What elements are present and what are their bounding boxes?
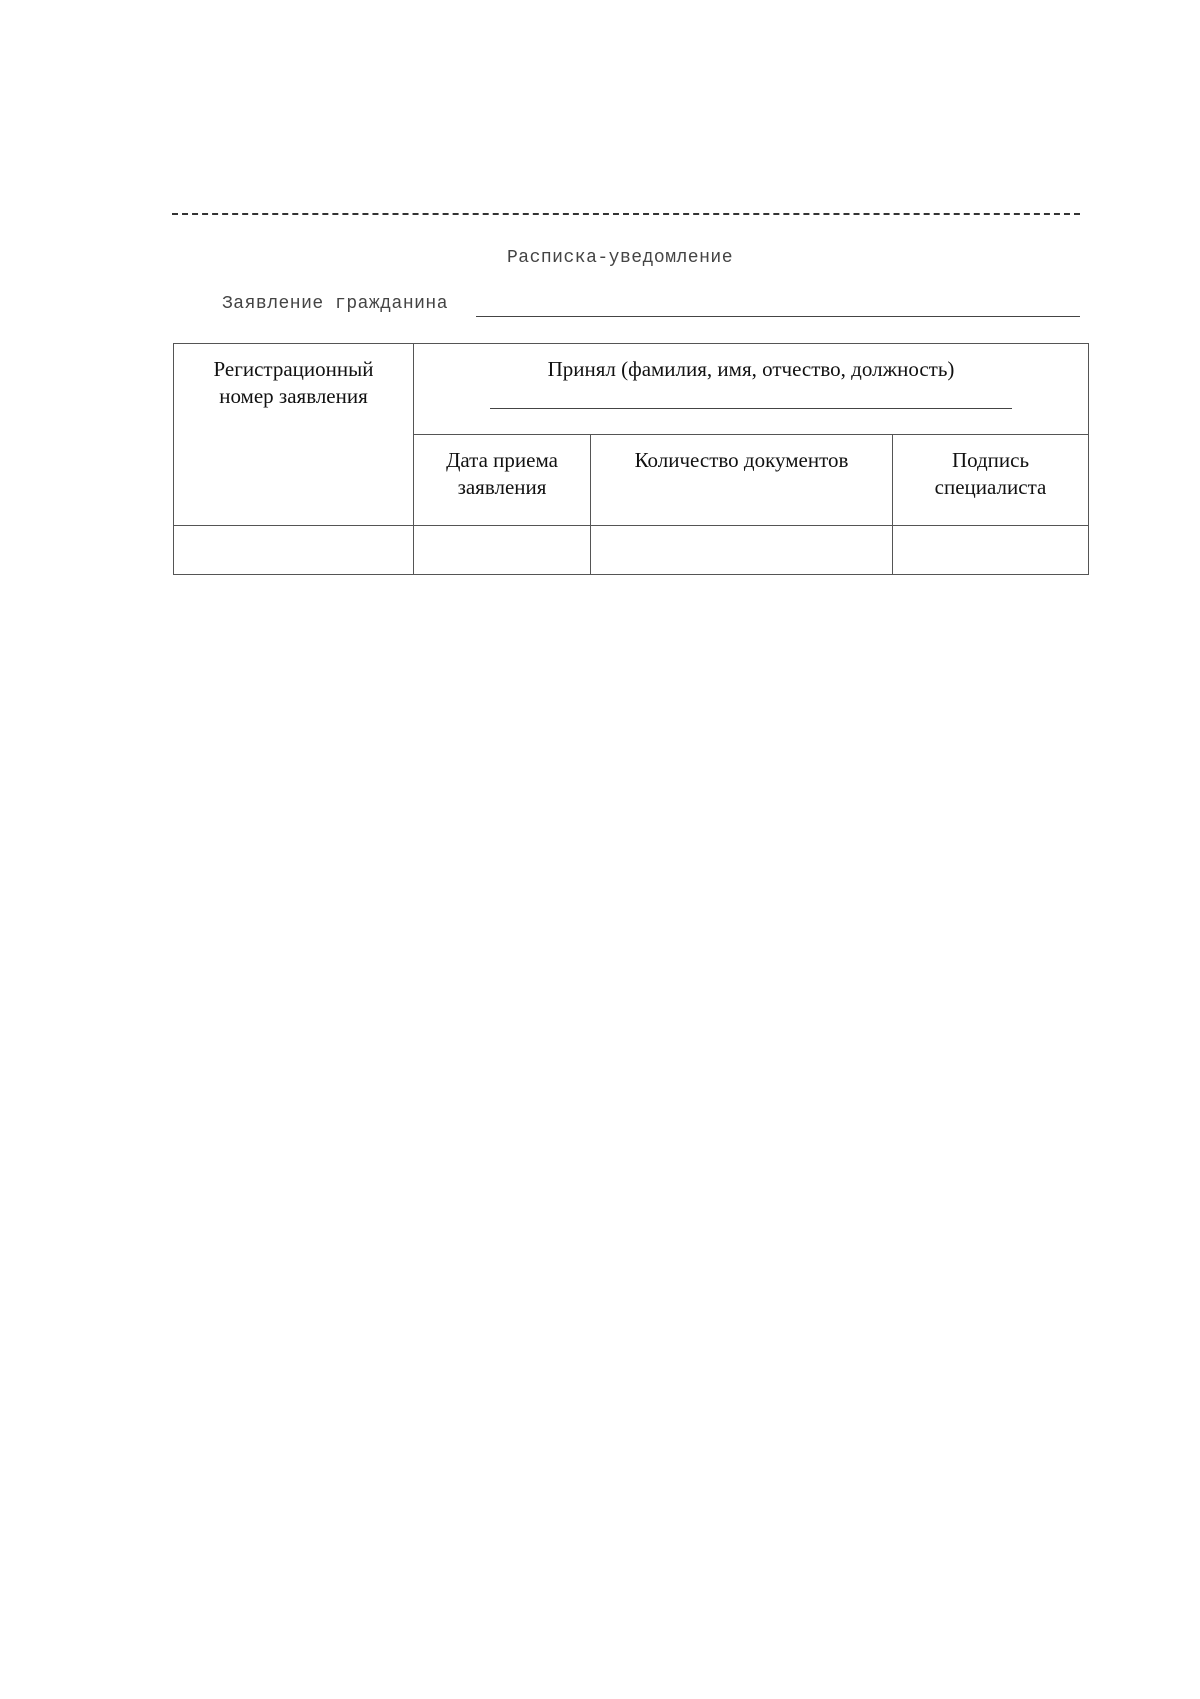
- reg-number-header-text: Регистрационный номер заявления: [213, 357, 374, 408]
- applicant-label: Заявление гражданина: [222, 294, 449, 314]
- accepted-fill-line: [490, 408, 1012, 409]
- docs-count-cell[interactable]: [591, 526, 893, 575]
- reg-number-header: [174, 344, 414, 526]
- date-header: [414, 435, 591, 526]
- signature-header: [893, 435, 1089, 526]
- date-cell[interactable]: [414, 526, 591, 575]
- reg-number-cell[interactable]: [174, 526, 414, 575]
- docs-count-header: [591, 435, 893, 526]
- accepted-header: [414, 344, 1089, 435]
- docs-count-header-text: Количество документов: [634, 448, 849, 472]
- document-title: Расписка-уведомление: [506, 248, 734, 268]
- date-header-text: Дата приема заявления: [446, 448, 558, 499]
- applicant-row: [222, 294, 1080, 318]
- signature-header-text: Подпись специалиста: [934, 448, 1047, 499]
- receipt-table: [173, 343, 1089, 575]
- cut-line: [172, 213, 1080, 215]
- signature-cell[interactable]: [893, 526, 1089, 575]
- accepted-header-text: Принял (фамилия, имя, отчество, должность): [547, 357, 955, 381]
- applicant-fill-line: [476, 316, 1080, 317]
- table-header-row: [174, 344, 1089, 435]
- table-row: [174, 526, 1089, 575]
